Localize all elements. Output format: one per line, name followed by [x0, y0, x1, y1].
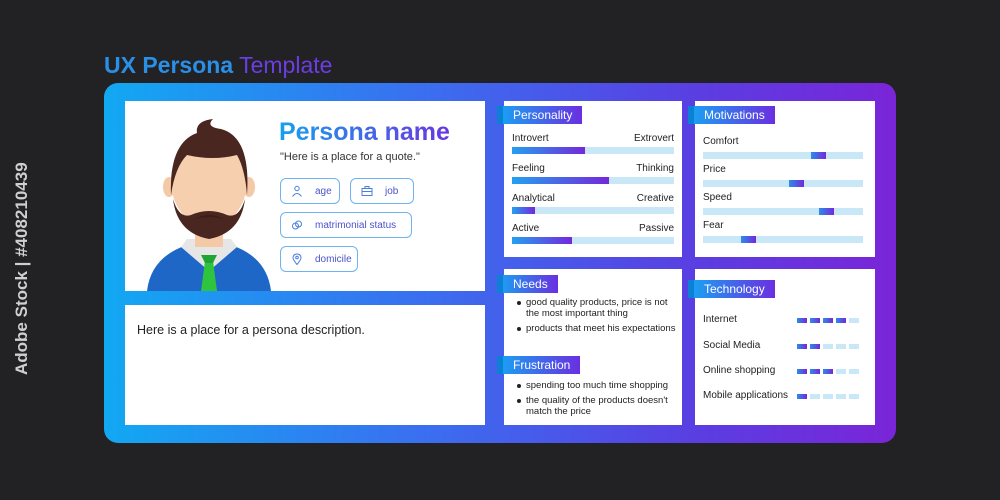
tech-level-segment	[849, 394, 859, 399]
trait-left-label: Active	[512, 223, 540, 234]
trait-feeling-thinking	[512, 163, 674, 184]
frustration-header: Frustration	[497, 356, 580, 374]
tech-level-segment	[849, 318, 859, 323]
motivation-marker	[819, 208, 834, 215]
tech-level-segment	[797, 318, 807, 323]
page-title	[104, 52, 332, 79]
motivation-speed	[703, 192, 863, 215]
tech-level-segment	[823, 394, 833, 399]
person-icon	[291, 185, 303, 197]
persona-board	[104, 83, 896, 443]
tech-online-shopping	[703, 365, 863, 377]
trait-left-label: Feeling	[512, 163, 545, 174]
tech-level-segment	[836, 394, 846, 399]
motivations-header: Motivations	[688, 106, 775, 124]
motivation-bar	[703, 152, 863, 159]
tech-level	[797, 318, 859, 323]
tech-level-segment	[810, 318, 820, 323]
tech-level-segment	[810, 344, 820, 349]
tech-level-segment	[849, 344, 859, 349]
motivation-marker	[789, 180, 804, 187]
frustration-list	[516, 380, 678, 421]
list-item: spending too much time shopping	[516, 380, 678, 391]
motivation-comfort	[703, 136, 863, 159]
tech-level-segment	[849, 369, 859, 374]
tech-level-segment	[836, 369, 846, 374]
tech-level-segment	[810, 369, 820, 374]
trait-left-label: Introvert	[512, 133, 549, 144]
tag-job[interactable]	[350, 178, 414, 204]
trait-fill	[512, 147, 585, 154]
trait-active-passive	[512, 223, 674, 244]
page-title-main: UX Persona	[104, 52, 234, 78]
tech-level-segment	[823, 318, 833, 323]
tech-level	[797, 394, 859, 399]
tech-mobile-applications	[703, 390, 863, 402]
trait-analytical-creative	[512, 193, 674, 214]
tag-domicile-label: domicile	[315, 253, 352, 265]
tech-level-segment	[836, 344, 846, 349]
trait-right-label: Thinking	[636, 163, 674, 174]
tech-level	[797, 369, 859, 374]
tag-matrimonial-status[interactable]	[280, 212, 412, 238]
trait-fill	[512, 237, 572, 244]
tech-label: Mobile applications	[703, 390, 789, 401]
needs-header: Needs	[497, 275, 558, 293]
tech-level-segment	[797, 394, 807, 399]
motivation-fear	[703, 220, 863, 243]
motivation-price	[703, 164, 863, 187]
trait-bar	[512, 147, 674, 154]
tech-label: Social Media	[703, 340, 761, 351]
trait-introvert-extrovert	[512, 133, 674, 154]
tech-level-segment	[797, 369, 807, 374]
persona-quote: "Here is a place for a quote."	[280, 151, 420, 163]
tech-level	[797, 344, 859, 349]
trait-left-label: Analytical	[512, 193, 555, 204]
trait-right-label: Creative	[636, 193, 674, 204]
tech-level-segment	[836, 318, 846, 323]
tech-level-segment	[797, 344, 807, 349]
tech-social-media	[703, 340, 863, 352]
motivation-label: Fear	[703, 220, 724, 231]
persona-description: Here is a place for a persona description.	[137, 323, 365, 337]
trait-bar	[512, 177, 674, 184]
trait-fill	[512, 207, 535, 214]
tag-age[interactable]	[280, 178, 340, 204]
briefcase-icon	[361, 185, 373, 197]
tech-level-segment	[810, 394, 820, 399]
trait-fill	[512, 177, 609, 184]
list-item: good quality products, price is not the most important thing	[516, 297, 678, 319]
tech-label: Internet	[703, 314, 737, 325]
page-title-sub: Template	[239, 52, 333, 78]
motivation-label: Price	[703, 164, 726, 175]
watermark-text: Adobe Stock | #408210439	[12, 162, 31, 375]
trait-right-label: Passive	[638, 223, 674, 234]
motivations-panel	[695, 101, 875, 257]
tag-job-label: job	[385, 185, 399, 197]
tag-matrimonial-status-label: matrimonial status	[315, 219, 397, 231]
motivation-label: Speed	[703, 192, 732, 203]
avatar	[147, 115, 271, 291]
tag-age-label: age	[315, 185, 332, 197]
list-item: the quality of the products doesn't match the price	[516, 395, 678, 417]
motivation-bar	[703, 180, 863, 187]
personality-panel	[504, 101, 682, 257]
motivation-bar	[703, 236, 863, 243]
list-item: products that meet his expectations	[516, 323, 678, 334]
persona-name: Persona name	[279, 118, 450, 146]
technology-header: Technology	[688, 280, 775, 298]
trait-bar	[512, 207, 674, 214]
trait-right-label: Extrovert	[633, 133, 674, 144]
motivation-label: Comfort	[703, 136, 739, 147]
rings-icon	[291, 219, 303, 231]
tech-label: Online shopping	[703, 365, 776, 376]
profile-panel	[125, 101, 485, 291]
description-panel	[125, 305, 485, 425]
personality-header: Personality	[497, 106, 582, 124]
motivation-bar	[703, 208, 863, 215]
location-pin-icon	[291, 253, 303, 265]
tech-level-segment	[823, 369, 833, 374]
tech-level-segment	[823, 344, 833, 349]
tag-domicile[interactable]	[280, 246, 358, 272]
tech-internet	[703, 314, 863, 326]
needs-list	[516, 297, 678, 338]
motivation-marker	[811, 152, 826, 159]
trait-bar	[512, 237, 674, 244]
motivation-marker	[741, 236, 756, 243]
